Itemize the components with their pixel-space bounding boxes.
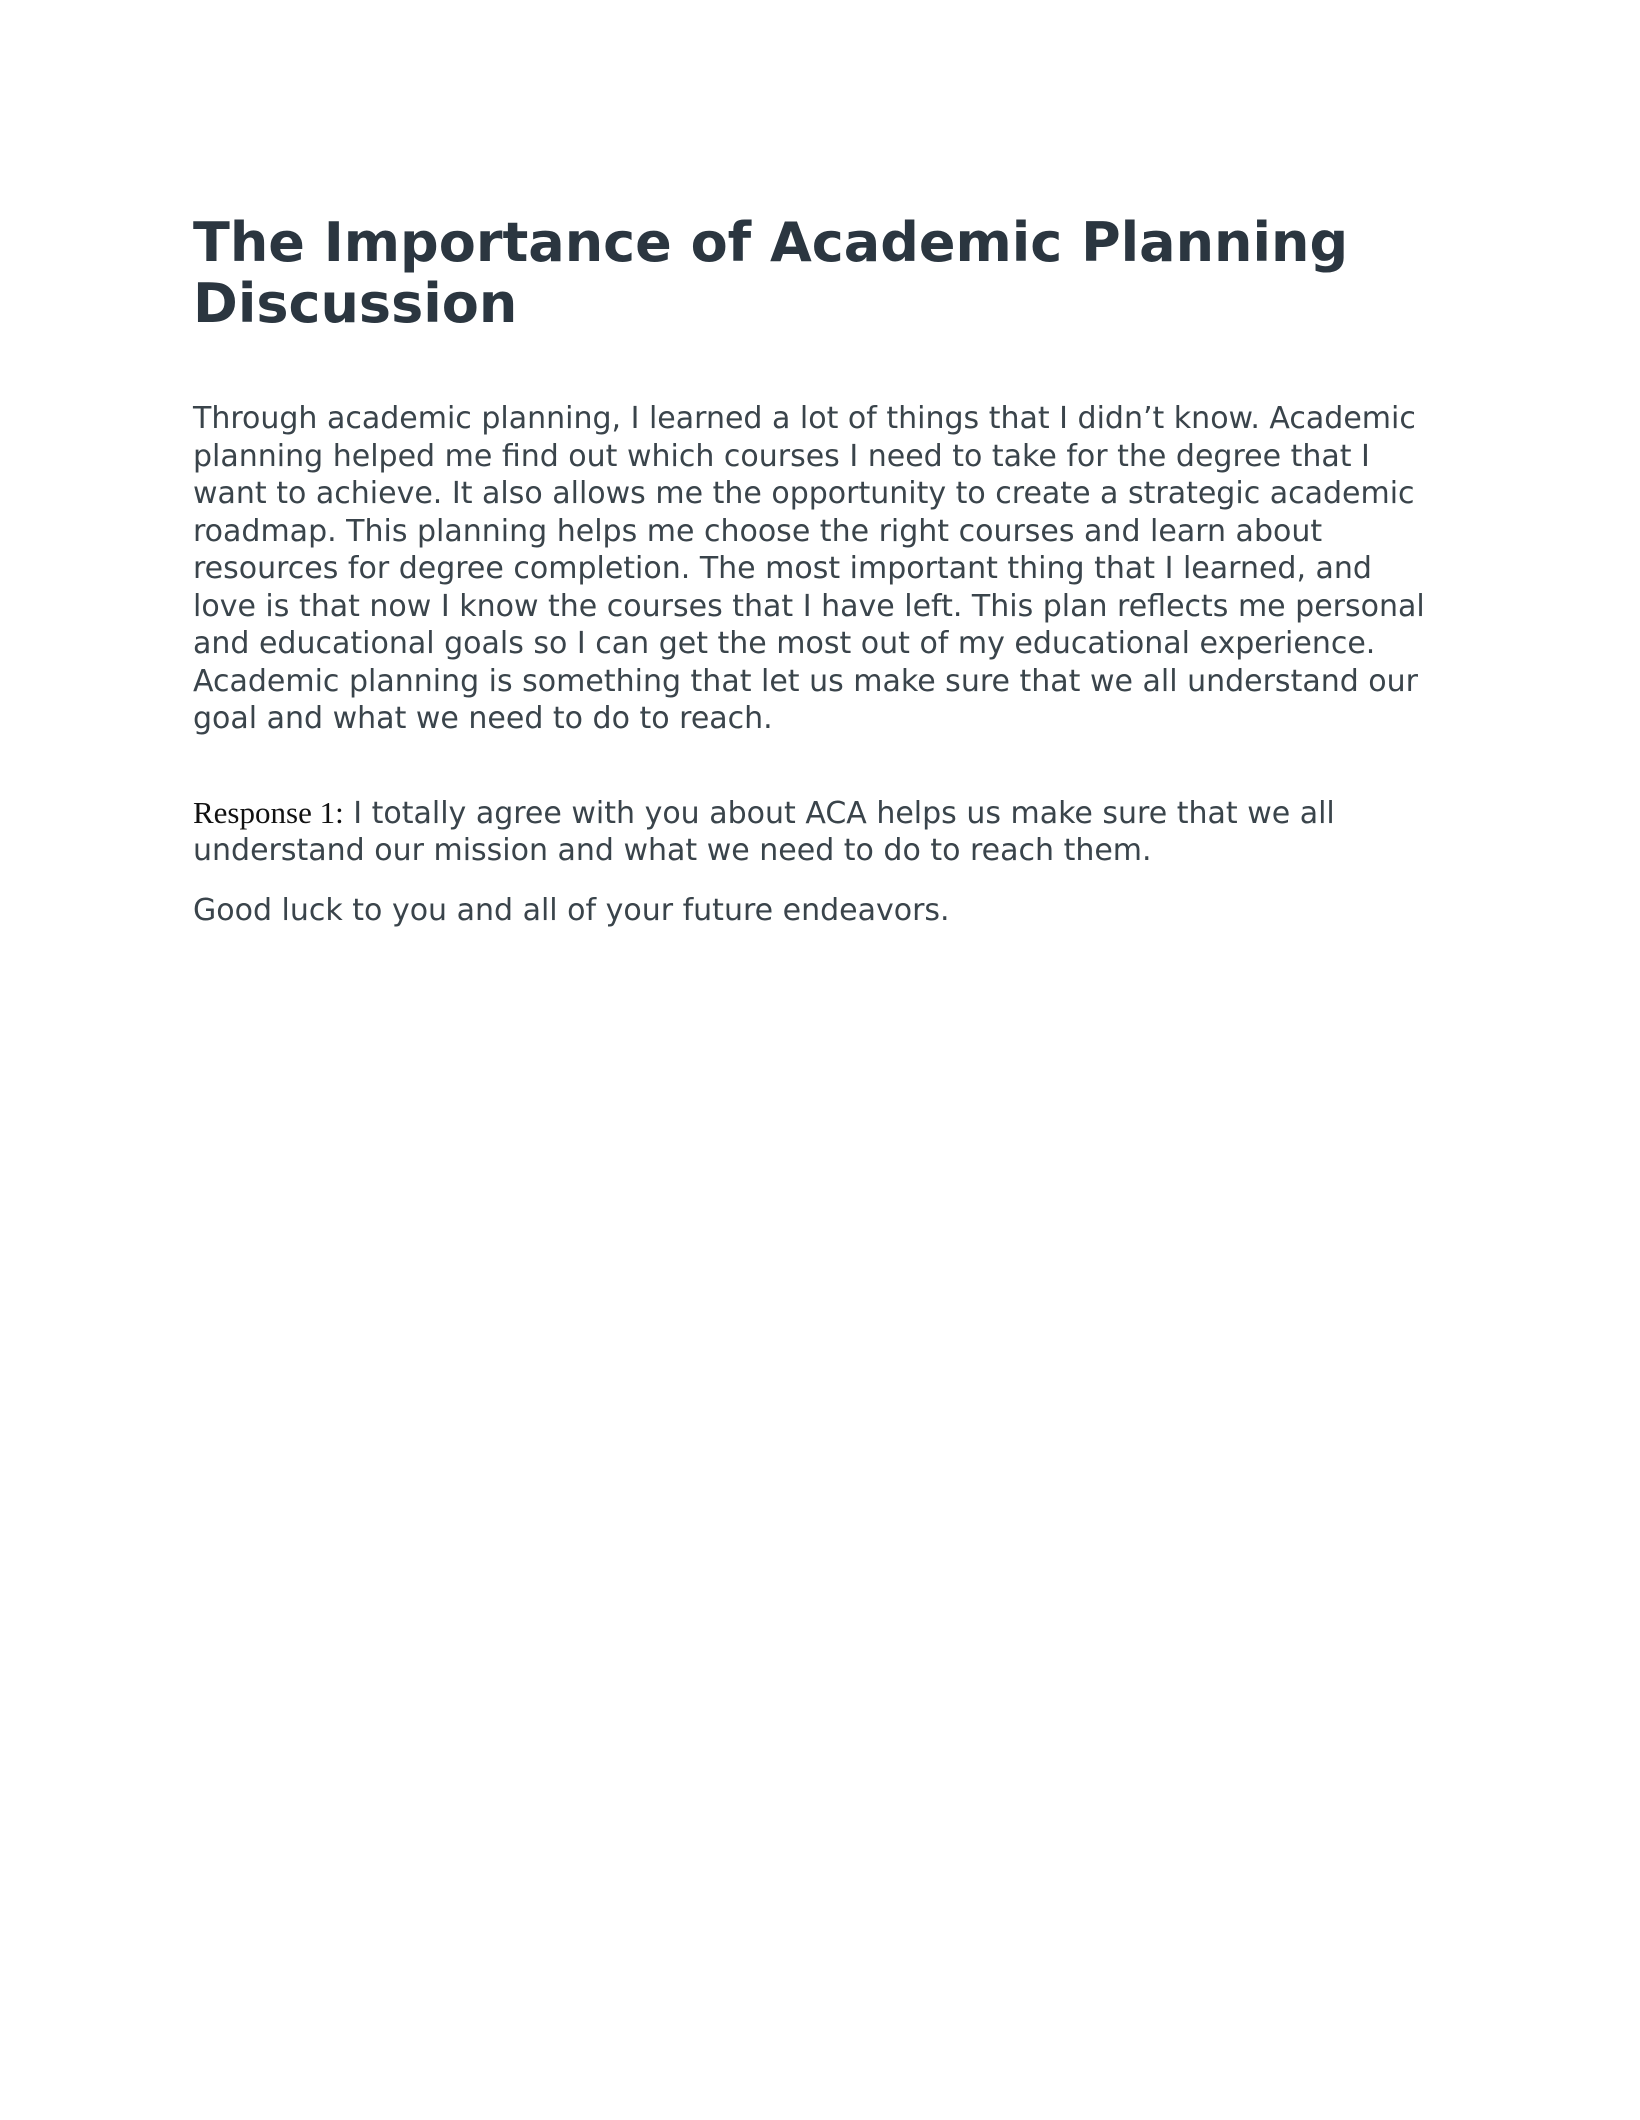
document-content — [193, 212, 1443, 929]
response-paragraph — [193, 794, 1443, 870]
document-title: The Importance of Academic Planning Discussion — [193, 211, 1349, 335]
closing-paragraph: Good luck to you and all of your future endeavors. — [193, 892, 950, 928]
response-label: Response 1: — [193, 794, 344, 830]
main-paragraph: Through academic planning, I learned a lot of things that I didn’t know. Academic planning helped me find out which courses I need to take for the degree that I want to achieve. It also allows me the opportunity to create a strategic academic roadmap. This planning helps me choose the right courses and learn about resources for degree completion. The most important thing that I learned, and love is that now I know the courses that I have left. This plan reflects me personal and educational goals so I can get the most out of my educational experience. Academic planning is something that let us make sure that we all understand our goal and what we need to do to reach. — [193, 401, 1425, 736]
response-text: I totally agree with you about ACA helps us make sure that we all understand our mission and what we need to do to reach them. — [193, 795, 1335, 868]
